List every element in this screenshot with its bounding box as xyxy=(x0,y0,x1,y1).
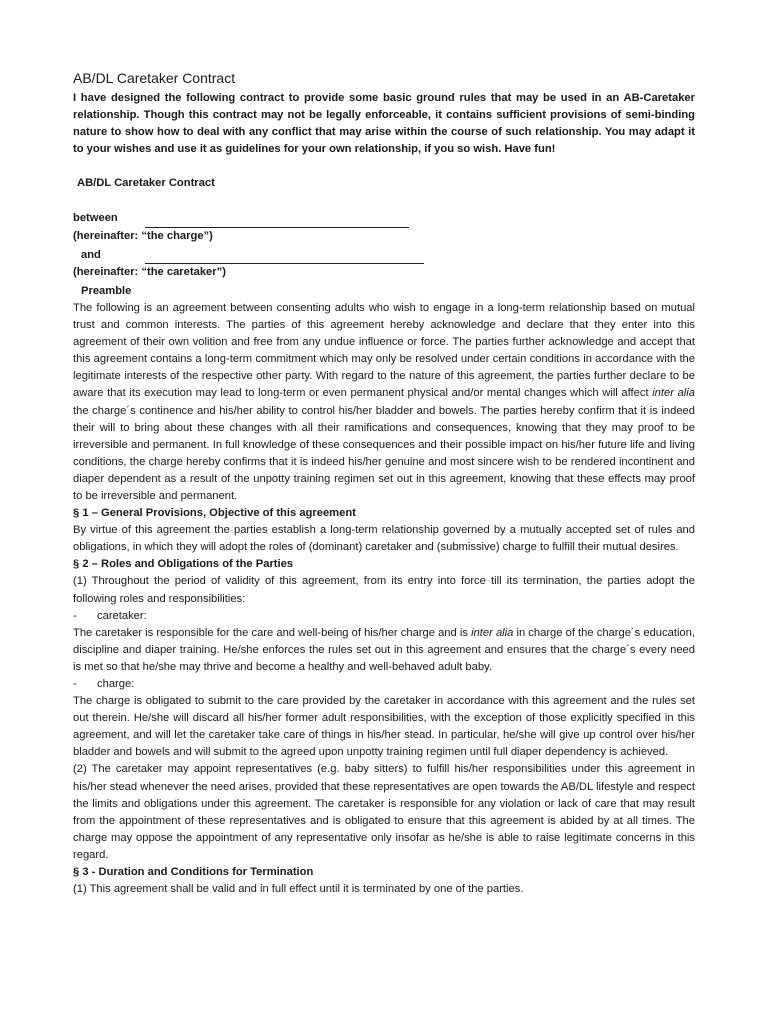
preamble-paragraph xyxy=(73,300,695,505)
between-label: between xyxy=(73,212,118,225)
caretaker-role-item xyxy=(73,608,695,625)
charge-role-text: The charge is obligated to submit to the care provided by the caretaker in accordance with this agreement and the rules set out therein. He/she will discard all his/her former adult responsibilities, with the exception of those explicitly specified in this agreement, and will let the caretaker take care of things in his/her stead. In particular, he/she will give up control over his/her bladder and bowels and will submit to the agreed upon unpotty training regimen until full diaper dependency is achieved. xyxy=(73,695,695,759)
caretaker-text-2: in charge of the charge´s education, discipline and diaper training. He/she enforces the rules set out in this agreement and ensures that the charge´s every need is met so that he/she may thrive and become a healthy and well-behaved adult baby. xyxy=(73,626,695,673)
list-dash: - xyxy=(73,678,77,690)
intro-paragraph: I have designed the following contract to provide some basic ground rules that may be used in an AB-Caretaker relationship. Though this contract may not be legally enforceable, it contains sufficient provisions of semi-binding nature to show how to deal with any conflict that may arise within the course of such relationship. You may adapt it to your wishes and use it as guidelines for your own relationship, if you so wish. Have fun! xyxy=(73,92,695,156)
section-2-para-2: (2) The caretaker may appoint representatives (e.g. baby sitters) to fulfill his/her responsibilities under this agreement in his/her stead whenever the need arises, provided that these representatives are open towards the AB/DL lifestyle and respect the limits and obligations under this agreement. The caretaker is responsible for any violation or lack of care that may result from the appointment of these representatives and is obligated to ensure that this agreement is abided by at all times. The charge may oppose the appointment of any representative only insofar as he/she is able to raise legitimate concerns in this regard. xyxy=(73,763,695,861)
contract-document xyxy=(73,68,695,898)
preamble-heading: Preamble xyxy=(81,284,132,297)
section-2-para-1: (1) Throughout the period of validity of this agreement, from its entry into force till its termination, the parties adopt the following roles and responsibilities: xyxy=(73,575,695,605)
section-1-paragraph: By virtue of this agreement the parties establish a long-term relationship governed by a mutually accepted set of rules and obligations, in which they will adopt the roles of (dominant) caretaker and (submissive) charge to fulfill their mutual desires. xyxy=(73,524,695,554)
document-title: AB/DL Caretaker Contract xyxy=(73,70,236,86)
list-dash: - xyxy=(73,609,77,622)
section-3-heading: § 3 - Duration and Conditions for Termination xyxy=(73,866,314,879)
preamble-text-1: The following is an agreement between consenting adults who wish to engage in a long-term relationship based on mutual trust and common interests. The parties of this agreement hereby acknowledge and declare that they enter into this agreement of their own volition and free from any undue influence or force. The parties further acknowledge and accept that this agreement contains a long-term commitment which may only be resolved under certain conditions in accordance with the legitimate interests of the respective other party. With regard to the nature of this agreement, the parties further declare to be aware that its execution may lead to long-term or even permanent physical and/or mental changes which will affect xyxy=(73,301,695,400)
caretaker-designation: (hereinafter: “the caretaker”) xyxy=(73,265,226,278)
party-and-row xyxy=(73,247,695,264)
section-2-heading: § 2 – Roles and Obligations of the Parties xyxy=(73,558,294,571)
charge-role-label: charge: xyxy=(97,678,135,690)
charge-role-item xyxy=(73,676,695,693)
caretaker-italic: inter alia xyxy=(471,626,514,639)
contract-subtitle: AB/DL Caretaker Contract xyxy=(77,177,215,190)
spacer xyxy=(73,158,695,175)
section-3-para-1: (1) This agreement shall be valid and in full effect until it is terminated by one of the parties. xyxy=(73,883,524,896)
caretaker-name-blank xyxy=(145,251,424,264)
section-1-heading: § 1 – General Provisions, Objective of this agreement xyxy=(73,507,356,520)
caretaker-role-label: caretaker: xyxy=(97,609,147,622)
preamble-italic: inter alia xyxy=(652,387,695,400)
caretaker-role-text xyxy=(73,625,695,676)
preamble-text-2: the charge´s continence and his/her ability to control his/her bladder and bowels. The parties hereby confirm that it is indeed their will to bring about these changes with all their ramifications and consequences, knowing that they may proof to be irreversible and permanent. In full knowledge of these consequences and their possible impact on his/her future life and living conditions, the charge hereby confirms that it is indeed his/her genuine and most sincere wish to be rendered incontinent and diaper dependent as a result of the unpotty training regimen set out in this agreement, knowing that these effects may proof to be irreversible and permanent. xyxy=(73,404,695,502)
caretaker-text-1: The caretaker is responsible for the care and well-being of his/her charge and is xyxy=(73,626,472,639)
charge-designation: (hereinafter: “the charge”) xyxy=(73,229,213,242)
and-label: and xyxy=(81,248,101,261)
party-between-row xyxy=(73,210,695,227)
charge-name-blank xyxy=(145,215,409,228)
